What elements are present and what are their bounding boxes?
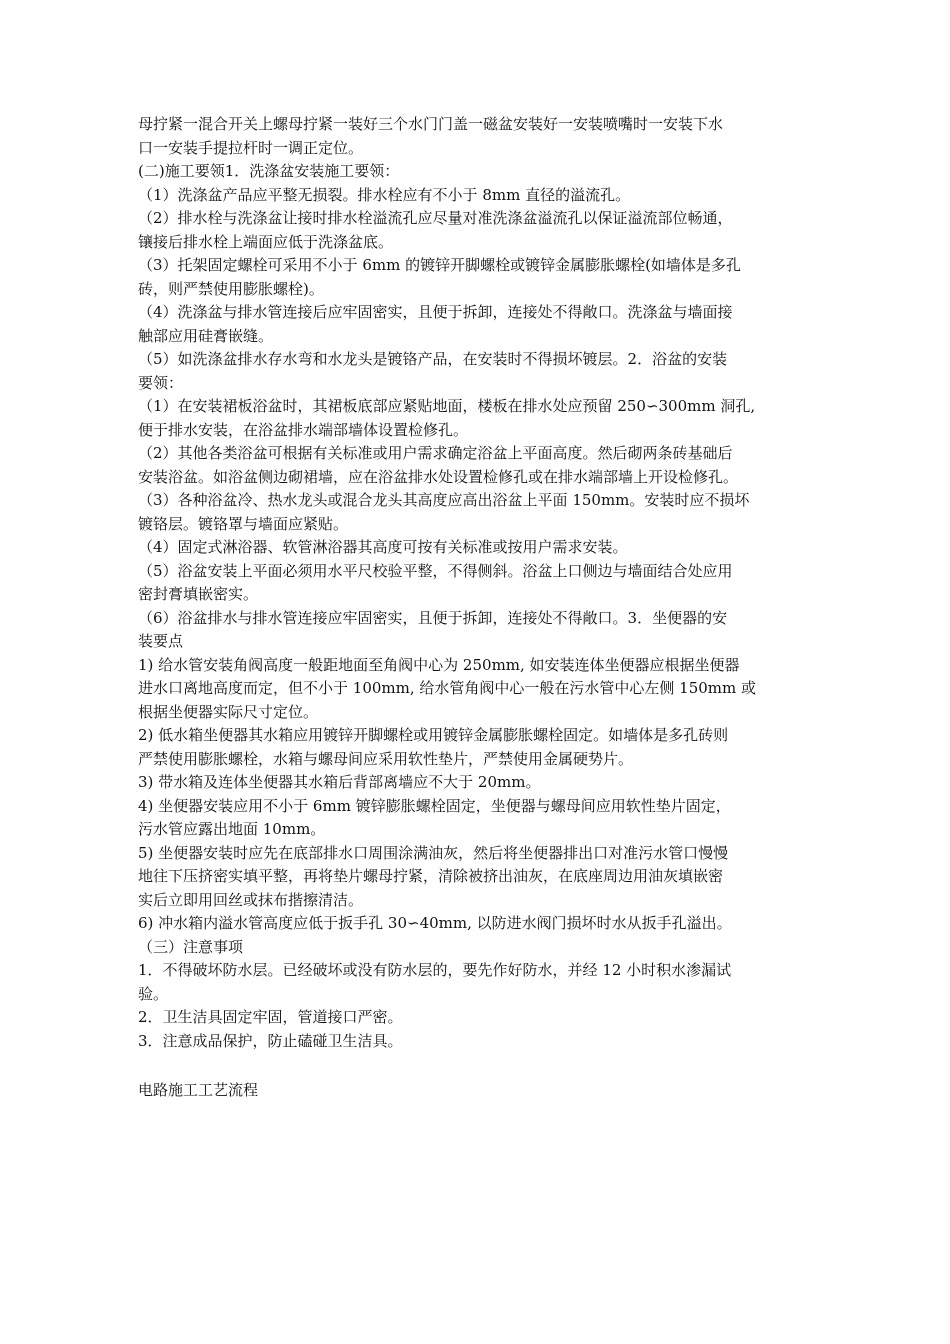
text-line: 砖，则严禁使用膨胀螺栓)。 xyxy=(138,279,324,298)
text-line: 4) 坐便器安装应用不小于 6mm 镀锌膨胀螺栓固定，坐便器与螺母间应用软性垫片固定， xyxy=(138,796,731,815)
next-section-heading: 电路施工工艺流程 xyxy=(138,1081,259,1099)
text-line: 口一安装手提拉杆时一调正定位。 xyxy=(138,138,364,157)
text-line: （5）如洗涤盆排水存水弯和水龙头是镀铬产品，在安装时不得损坏镀层。2．浴盆的安装 xyxy=(138,350,728,368)
text-line: 根据坐便器实际尺寸定位。 xyxy=(138,702,319,721)
text-line: （1）洗涤盆产品应平整无损裂。排水栓应有不小于 8mm 直径的溢流孔。 xyxy=(138,185,631,204)
text-line: 污水管应露出地面 10mm。 xyxy=(138,820,326,838)
text-line: （2）排水栓与洗涤盆让接时排水栓溢流孔应尽量对准洗涤盆溢流孔以保证溢流部位畅通， xyxy=(138,209,733,227)
text-line: （6）浴盆排水与排水管连接应牢固密实，且便于拆卸，连接处不得敞口。3．坐便器的安 xyxy=(138,608,728,627)
text-line: （2）其他各类浴盆可根据有关标准或用户需求确定浴盆上平面高度。然后砌两条砖基础后 xyxy=(138,444,733,462)
text-line: （4）洗涤盆与排水管连接后应牢固密实，且便于拆卸，连接处不得敞口。洗涤盆与墙面接 xyxy=(138,303,733,321)
text-line: 镀铬层。镀铬罩与墙面应紧贴。 xyxy=(138,514,349,533)
text-line: 母拧紧一混合开关上螺母拧紧一装好三个水门门盖一磁盆安装好一安装喷嘴时一安装下水 xyxy=(138,115,724,133)
text-line: 触部应用硅膏嵌缝。 xyxy=(138,326,274,345)
text-line: 要领： xyxy=(138,373,184,392)
section-heading: （三）注意事项 xyxy=(138,937,244,956)
text-line: 密封膏填嵌密实。 xyxy=(138,585,259,603)
text-line: 验。 xyxy=(138,984,169,1003)
text-line: 安装浴盆。如浴盆侧边砌裙墙，应在浴盆排水处设置检修孔或在排水端部墙上开设检修孔。 xyxy=(138,467,739,486)
section-heading: (二)施工要领1．洗涤盆安装施工要领： xyxy=(138,162,400,180)
text-line: 严禁使用膨胀螺栓，水箱与螺母间应采用软性垫片，严禁使用金属硬势片。 xyxy=(138,749,634,768)
text-line: 6) 冲水箱内溢水管高度应低于扳手孔 30∽40mm, 以防进水阀门损坏时水从扳手孔溢出。 xyxy=(138,914,732,932)
text-line: 地往下压挤密实填平整，再将垫片螺母拧紧，清除被挤出油灰，在底座周边用油灰填嵌密 xyxy=(138,867,724,885)
text-line: 3) 带水箱及连体坐便器其水箱后背部离墙应不大于 20mm。 xyxy=(138,773,541,791)
text-line: 进水口离地高度而定，但不小于 100mm, 给水管角阀中心一般在污水管中心左侧 150mm 或 xyxy=(138,679,756,697)
text-line: 1) 给水管安装角阀高度一般距地面至角阀中心为 250mm, 如安装连体坐便器应根据坐便器 xyxy=(138,655,740,674)
text-line: 1．不得破坏防水层。已经破坏或没有防水层的，要先作好防水，并经 12 小时积水渗漏试 xyxy=(138,961,732,979)
text-line: 镶接后排水栓上端面应低于洗涤盆底。 xyxy=(138,232,394,251)
text-line: 2．卫生洁具固定牢固，管道接口严密。 xyxy=(138,1008,403,1026)
text-line: 装要点 xyxy=(138,632,184,650)
text-line: 2) 低水箱坐便器其水箱应用镀锌开脚螺栓或用镀锌金属膨胀螺栓固定。如墙体是多孔砖则 xyxy=(138,726,729,744)
text-line: （3）托架固定螺栓可采用不小于 6mm 的镀锌开脚螺栓或镀锌金属膨胀螺栓(如墙体是多孔 xyxy=(138,256,741,274)
text-line: （3）各种浴盆冷、热水龙头或混合龙头其高度应高出浴盆上平面 150mm。安装时应不损坏 xyxy=(138,491,750,509)
text-line: 实后立即用回丝或抹布揩擦清洁。 xyxy=(138,890,364,909)
text-line: 便于排水安装，在浴盆排水端部墙体设置检修孔。 xyxy=(138,420,469,439)
document-body xyxy=(138,113,820,1103)
text-line: 5) 坐便器安装时应先在底部排水口周围涂满油灰，然后将坐便器排出口对准污水管口慢慢 xyxy=(138,843,729,862)
text-line: （1）在安装裙板浴盆时，其裙板底部应紧贴地面，楼板在排水处应预留 250∽300mm 洞孔, xyxy=(138,397,756,415)
text-line: 3．注意成品保护，防止磕碰卫生洁具。 xyxy=(138,1031,403,1050)
paragraph-gap xyxy=(138,1053,820,1079)
text-line: （5）浴盆安装上平面必须用水平尺校验平整，不得侧斜。浴盆上口侧边与墙面结合处应用 xyxy=(138,561,733,580)
text-line: （4）固定式淋浴器、软管淋浴器其高度可按有关标准或按用户需求安装。 xyxy=(138,538,628,556)
